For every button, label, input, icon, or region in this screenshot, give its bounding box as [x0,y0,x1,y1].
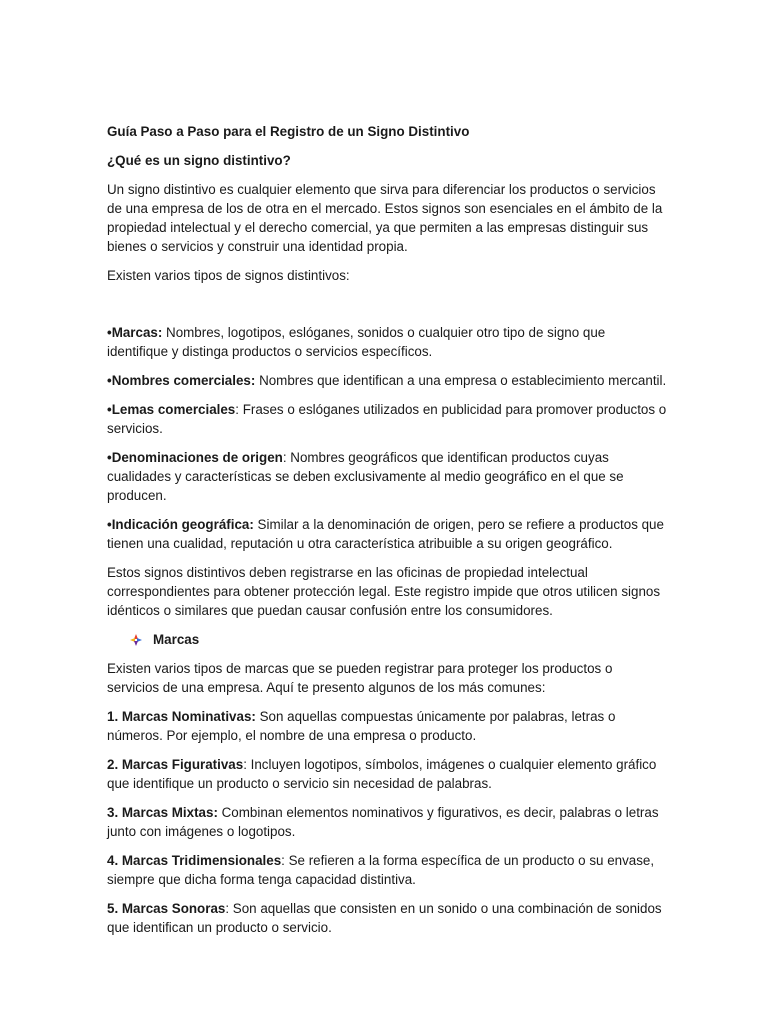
marca-text: : Son aquellas que consisten en un sonido o una combinación de sonidos que identifican un producto o servicio. [107,901,662,935]
type-item [107,515,668,553]
type-text: Nombres, logotipos, eslóganes, sonidos o cualquier otro tipo de signo que identifique y distinga productos o servicios específicos. [107,325,606,359]
section-subtitle: ¿Qué es un signo distintivo? [107,153,291,168]
type-item [107,371,668,390]
marca-item [107,851,668,889]
type-text: Similar a la denominación de origen, pero se refiere a productos que tienen una cualidad, reputación u otra característica atribuible a su origen geográfico. [107,517,664,551]
colorful-bullet-icon [129,633,143,647]
type-label: •Nombres comerciales: [107,373,256,388]
type-label: •Lemas comerciales [107,402,236,417]
document-title: Guía Paso a Paso para el Registro de un Signo Distintivo [107,124,470,139]
spacer [107,295,668,323]
marca-item [107,899,668,937]
marca-item [107,707,668,745]
registration-paragraph: Estos signos distintivos deben registrarse en las oficinas de propiedad intelectual correspondientes para obtener protección legal. Este registro impide que otros utilicen signos idénticos o similares que puedan causar confusión entre los consumidores. [107,565,661,618]
marca-label: 1. Marcas Nominativas: [107,709,256,724]
marca-text: Combinan elementos nominativos y figurativos, es decir, palabras o letras junto con imágenes o logotipos. [107,805,659,839]
type-item [107,323,668,361]
marcas-intro: Existen varios tipos de marcas que se pueden registrar para proteger los productos o servicios de una empresa. Aquí te presento algunos de los más comunes: [107,661,613,695]
marca-item [107,755,668,793]
marcas-heading [129,630,668,649]
type-text: Nombres que identifican a una empresa o establecimiento mercantil. [255,373,667,388]
marca-label: 3. Marcas Mixtas: [107,805,218,820]
type-text: : Nombres geográficos que identifican productos cuyas cualidades y características se deben exclusivamente al medio geográfico en el que se producen. [107,450,624,503]
marca-text: Son aquellas compuestas únicamente por palabras, letras o números. Por ejemplo, el nombre de una empresa o producto. [107,709,616,743]
marca-text: : Incluyen logotipos, símbolos, imágenes o cualquier elemento gráfico que identifique un producto o servicio sin necesidad de palabras. [107,757,657,791]
type-item [107,400,668,438]
intro-paragraph: Un signo distintivo es cualquier elemento que sirva para diferenciar los productos o servicios de una empresa de los de otra en el mercado. Estos signos son esenciales en el ámbito de la propiedad intelectual y el derecho comercial, ya que permiten a las empresas distinguir sus bienes o servicios y construir una identidad propia. [107,182,663,254]
marca-label: 4. Marcas Tridimensionales [107,853,282,868]
marca-label: 5. Marcas Sonoras [107,901,226,916]
type-label: •Denominaciones de origen [107,450,283,465]
type-label: •Marcas: [107,325,163,340]
type-label: •Indicación geográfica: [107,517,254,532]
marcas-heading-label: Marcas [153,632,200,647]
marca-item [107,803,668,841]
marca-text: : Se refieren a la forma específica de un producto o su envase, siempre que dicha forma tenga capacidad distintiva. [107,853,655,887]
types-intro: Existen varios tipos de signos distintivos: [107,268,350,283]
type-item [107,448,668,505]
type-text: : Frases o eslóganes utilizados en publicidad para promover productos o servicios. [107,402,667,436]
marca-label: 2. Marcas Figurativas [107,757,244,772]
